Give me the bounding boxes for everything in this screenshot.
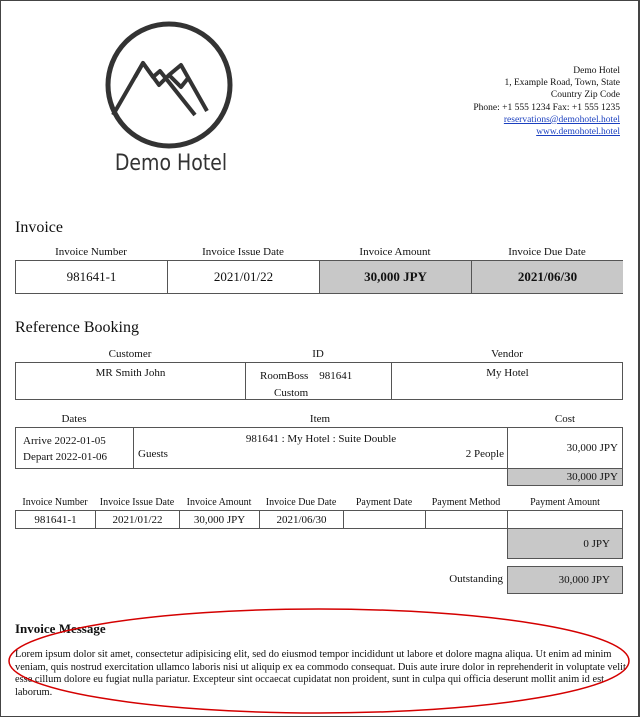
item-dates xyxy=(16,428,134,468)
reference-section-title: Reference Booking xyxy=(15,319,139,336)
hotel-name: Demo Hotel xyxy=(573,66,620,76)
logo-text: Demo Hotel xyxy=(114,151,228,176)
item-header: Item xyxy=(309,413,331,425)
outstanding-label: Outstanding xyxy=(449,573,503,585)
hotel-email-link[interactable]: reservations@demohotel.hotel xyxy=(503,114,620,125)
item-row xyxy=(15,427,508,469)
invoice-section-title: Invoice xyxy=(15,219,63,236)
pay-due-date: 2021/06/30 xyxy=(260,511,344,528)
pay-due-date-header: Invoice Due Date xyxy=(265,497,337,508)
invoice-due-date-header: Invoice Due Date xyxy=(508,246,586,258)
items-total: 30,000 JPY xyxy=(507,468,623,486)
hotel-phone-fax: Phone: +1 555 1234 Fax: +1 555 1235 xyxy=(473,102,620,113)
invoice-amount-value: 30,000 JPY xyxy=(320,261,472,293)
vendor-header: Vendor xyxy=(491,348,523,360)
id-source: RoomBoss xyxy=(260,370,309,382)
invoice-message-body: Lorem ipsum dolor sit amet, consectetur adipisicing elit, sed do eiusmod tempor incididunt ut labore et dolore magna aliqua. Ut enim ad minim veniam, quis nostrud exercitation ullamco laboris nisi ut aliquip ex ea commodo consequat. Duis aute irure dolor in reprehenderit in voluptate velit esse cillum dolore eu fugiat nulla pariatur. Excepteur sint occaecat cupidatat non proident, sunt in culpa qui officia deserunt mollit anim id est laborum. xyxy=(15,649,626,698)
payment-date xyxy=(344,511,426,528)
pay-issue-date: 2021/01/22 xyxy=(96,511,180,528)
hotel-address-line2: Country Zip Code xyxy=(550,90,620,101)
payment-amount-header: Payment Amount xyxy=(530,497,600,508)
item-description xyxy=(134,428,508,468)
payment-method xyxy=(426,511,508,528)
invoice-summary-row xyxy=(15,260,623,294)
id-value-cell xyxy=(246,363,392,399)
arrive-date: Arrive 2022-01-05 xyxy=(23,435,106,447)
cost-header: Cost xyxy=(554,413,576,425)
invoice-number-value: 981641-1 xyxy=(16,261,168,293)
invoice-issue-date-value: 2021/01/22 xyxy=(168,261,320,293)
paid-total: 0 JPY xyxy=(507,528,623,559)
pay-issue-date-header: Invoice Issue Date xyxy=(99,497,175,508)
hotel-address-line1: 1, Example Road, Town, State xyxy=(504,78,620,89)
invoice-amount-header: Invoice Amount xyxy=(359,246,431,258)
pay-invoice-number-header: Invoice Number xyxy=(22,497,88,508)
hotel-address xyxy=(473,65,620,138)
payment-method-header: Payment Method xyxy=(431,497,501,508)
reference-row xyxy=(15,362,623,400)
guests-label: Guests xyxy=(138,448,168,460)
outstanding-value: 30,000 JPY xyxy=(507,566,623,594)
payment-row xyxy=(15,510,623,529)
item-name: 981641 : My Hotel : Suite Double xyxy=(245,433,397,445)
hotel-website-link[interactable]: www.demohotel.hotel xyxy=(536,127,620,138)
vendor-value: My Hotel xyxy=(486,367,529,379)
invoice-issue-date-header: Invoice Issue Date xyxy=(202,246,284,258)
pay-amount: 30,000 JPY xyxy=(180,511,260,528)
pay-invoice-number: 981641-1 xyxy=(16,511,96,528)
invoice-due-date-value: 2021/06/30 xyxy=(472,261,623,293)
payment-amount xyxy=(508,511,623,528)
invoice-number-header: Invoice Number xyxy=(55,246,127,258)
dates-header: Dates xyxy=(61,413,87,425)
id-type: Custom xyxy=(274,387,309,399)
id-header: ID xyxy=(312,348,324,360)
customer-header: Customer xyxy=(108,348,152,360)
payment-date-header: Payment Date xyxy=(355,497,413,508)
customer-value: MR Smith John xyxy=(16,363,246,399)
guests-value: 2 People xyxy=(465,448,504,460)
pay-amount-header: Invoice Amount xyxy=(186,497,252,508)
invoice-message-title: Invoice Message xyxy=(15,621,106,636)
item-cost: 30,000 JPY xyxy=(507,427,623,469)
id-number: 981641 xyxy=(319,370,353,382)
depart-date: Depart 2022-01-06 xyxy=(23,451,108,463)
